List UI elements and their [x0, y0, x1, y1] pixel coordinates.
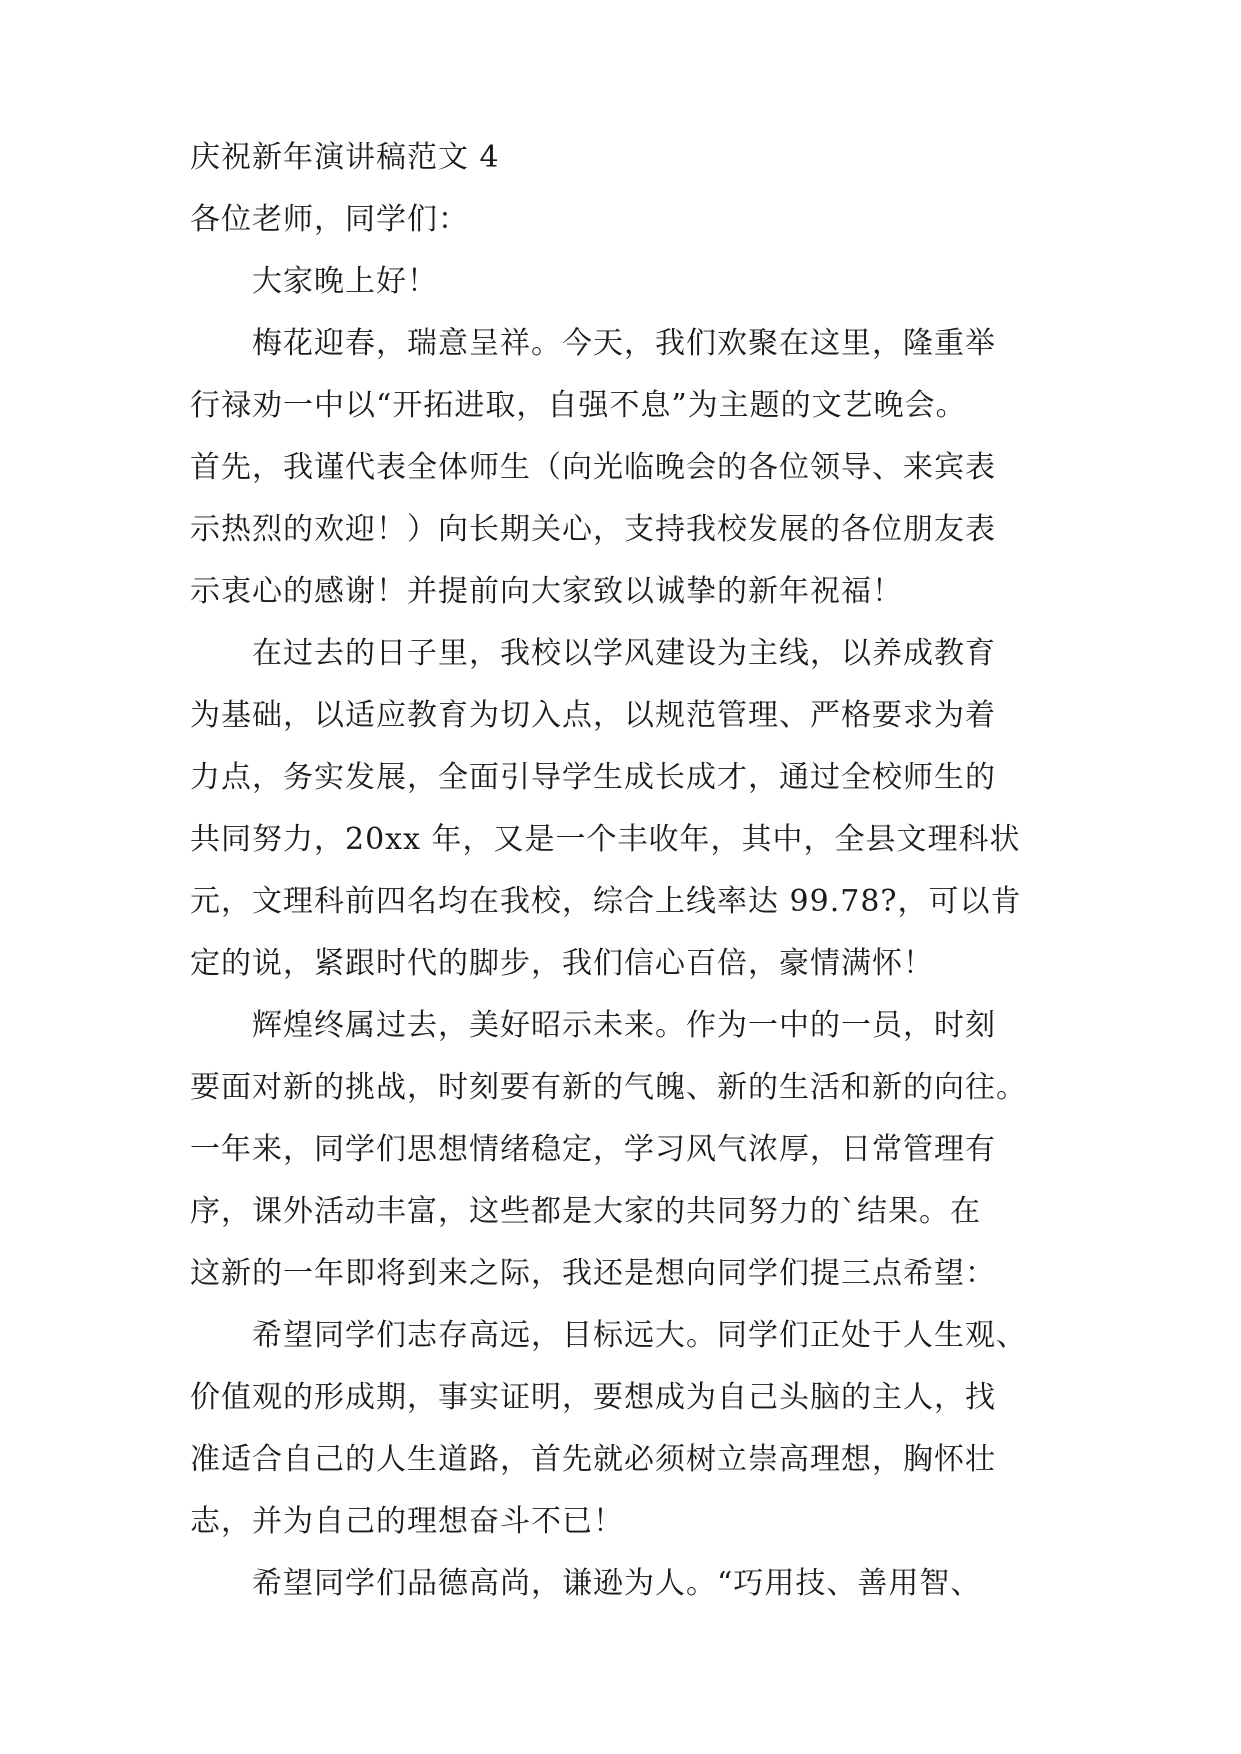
text-line: 在过去的日子里，我校以学风建设为主线，以养成教育 — [252, 636, 996, 671]
text-line: 序，课外活动丰富，这些都是大家的共同努力的`结果。在 — [190, 1194, 981, 1229]
text-line: 示热烈的欢迎！）向长期关心，支持我校发展的各位朋友表 — [190, 512, 996, 547]
text-line: 首先，我谨代表全体师生（向光临晚会的各位领导、来宾表 — [190, 450, 996, 485]
text-line: 一年来，同学们思想情绪稳定，学习风气浓厚，日常管理有 — [190, 1132, 996, 1167]
text-line: 定的说，紧跟时代的脚步，我们信心百倍，豪情满怀！ — [190, 946, 934, 981]
text-line: 梅花迎春，瑞意呈祥。今天，我们欢聚在这里，隆重举 — [252, 326, 996, 361]
text-line: 志，并为自己的理想奋斗不已！ — [190, 1504, 624, 1539]
text-line: 要面对新的挑战，时刻要有新的气魄、新的生活和新的向往。 — [190, 1070, 1027, 1105]
salutation: 各位老师，同学们： — [190, 202, 469, 237]
text-line: 为基础，以适应教育为切入点，以规范管理、严格要求为着 — [190, 698, 996, 733]
text-line: 力点，务实发展，全面引导学生成长成才，通过全校师生的 — [190, 760, 996, 795]
text-line: 希望同学们志存高远，目标远大。同学们正处于人生观、 — [252, 1318, 1027, 1353]
text-line: 辉煌终属过去，美好昭示未来。作为一中的一员，时刻 — [252, 1008, 996, 1043]
text-line: 准适合自己的人生道路，首先就必须树立崇高理想，胸怀壮 — [190, 1442, 996, 1477]
text-line: 大家晚上好！ — [252, 264, 438, 299]
text-line: 希望同学们品德高尚，谦逊为人。“巧用技、善用智、 — [252, 1566, 982, 1601]
text-line: 元，文理科前四名均在我校，综合上线率达 99.78?，可以肯 — [190, 884, 1022, 919]
text-line: 这新的一年即将到来之际，我还是想向同学们提三点希望： — [190, 1256, 996, 1291]
document-title: 庆祝新年演讲稿范文 4 — [190, 140, 500, 175]
text-line: 价值观的形成期，事实证明，要想成为自己头脑的主人，找 — [190, 1380, 996, 1415]
text-line: 示衷心的感谢！并提前向大家致以诚挚的新年祝福！ — [190, 574, 903, 609]
text-line: 共同努力，20xx 年，又是一个丰收年，其中，全县文理科状 — [190, 822, 1021, 857]
text-line: 行禄劝一中以“开拓进取，自强不息”为主题的文艺晚会。 — [190, 388, 967, 423]
